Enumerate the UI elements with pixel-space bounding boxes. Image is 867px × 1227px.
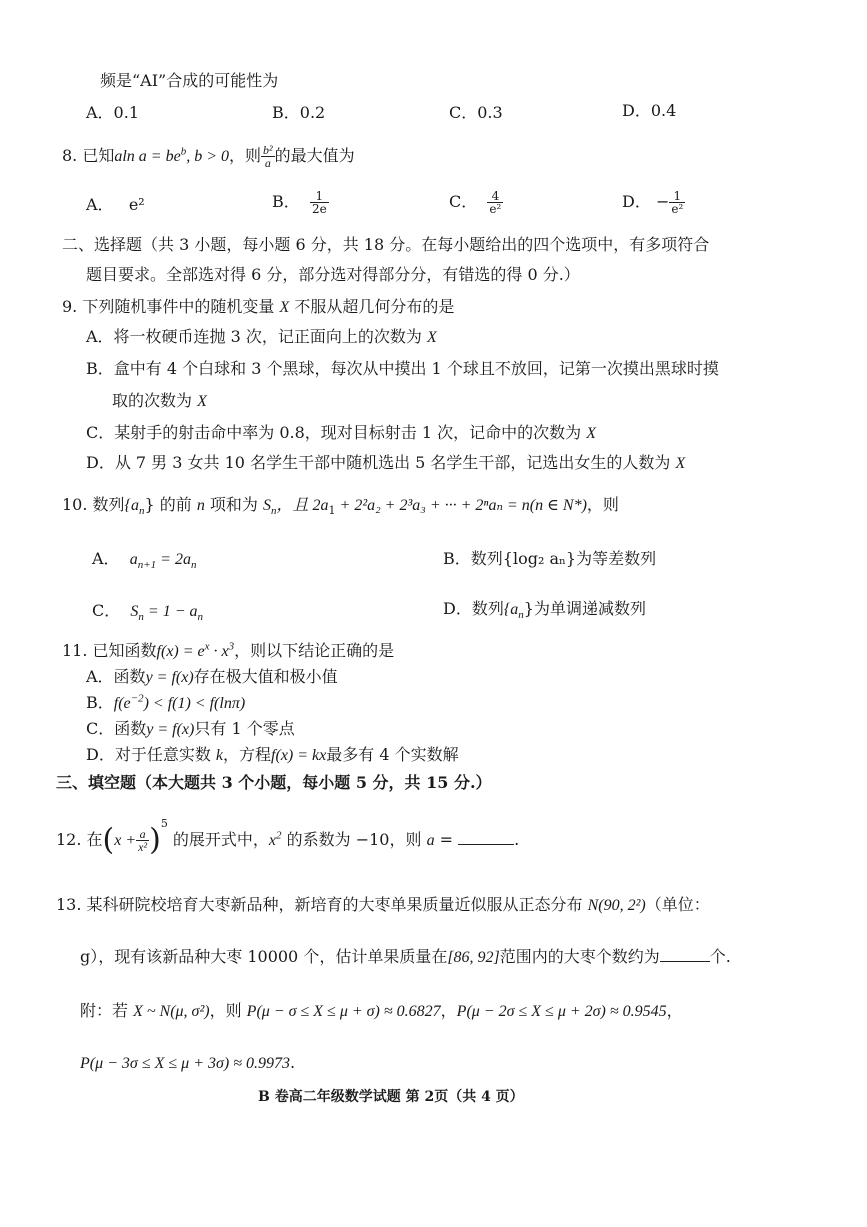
q13-line1: 13. 某科研院校培育大枣新品种，新培育的大枣单果质量近似服从正态分布 N(90, 2²)（单位： bbox=[56, 895, 710, 914]
q8-option-d: D． − $\frac{1}{\text{e²}}$ bbox=[622, 189, 684, 216]
q9-option-c: C．某射手的射击命中率为 0.8，现对目标射击 1 次，记命中的次数为 X bbox=[86, 423, 596, 442]
q7-option-d: D．0.4 bbox=[622, 101, 677, 120]
q9-stem: 9. 下列随机事件中的随机变量 X 不服从超几何分布的是 bbox=[62, 297, 455, 316]
q7-option-a: A．0.1 bbox=[86, 103, 140, 122]
page-footer: B 卷高二年级数学试题 第 2页（共 4 页） bbox=[258, 1089, 524, 1105]
q10-option-b: B．数列{log₂ aₙ}为等差数列 bbox=[443, 549, 657, 568]
q10-option-c: C． $S_n = 1 - a_n$ bbox=[92, 601, 204, 624]
q9-option-b-line1: B．盒中有 4 个白球和 3 个黑球，每次从中摸出 1 个球且不放回，记第一次摸出黑球时摸 bbox=[86, 359, 719, 378]
q10-option-d: D．数列$\{a_n\}$为单调递减数列 bbox=[443, 599, 646, 622]
q7-tail: 频是“AI”合成的可能性为 bbox=[100, 71, 279, 90]
section3-heading: 三、填空题（本大题共 3 个小题，每小题 5 分，共 15 分.） bbox=[56, 773, 492, 792]
q11-stem: 11. 已知函数$f(x) = e^x \cdot x^3$，则以下结论正确的是 bbox=[62, 640, 395, 660]
q11-option-b: B．$f(e^{-2}) < f(1) < f(\ln\pi)$ bbox=[86, 692, 246, 712]
q8-suffix: 的最大值为 bbox=[274, 146, 355, 165]
q8-stem bbox=[62, 144, 355, 169]
q8-fraction: $\frac{\text{b²}}{a}$ bbox=[263, 143, 273, 170]
section2-heading-line2: 题目要求。全部选对得 6 分，部分选对得部分分，有错选的得 0 分.） bbox=[86, 265, 580, 284]
q13-line3: 附：若 X ~ N(μ, σ²)，则 P(μ − σ ≤ X ≤ μ + σ) ≈ 0.6827，P(μ − 2σ ≤ X ≤ μ + 2σ) ≈ 0.9545， bbox=[80, 1001, 683, 1020]
q11-option-c: C．函数y = f(x)只有 1 个零点 bbox=[86, 719, 295, 738]
q8-option-b: B． $\frac{1}{2e}$ bbox=[272, 189, 327, 216]
q12-answer-blank[interactable] bbox=[458, 830, 514, 845]
q7-option-b: B．0.2 bbox=[272, 103, 326, 122]
q12-stem: 12. 在(x + $\frac{a}{\text{x²}}$ )$^5$ 的展开式中，$x^2$ 的系数为 −10，则 a = . bbox=[56, 817, 520, 858]
q10-option-a: A． $a_{n+1} = 2a_n$ bbox=[92, 549, 197, 572]
q11-option-d: D．对于任意实数 k，方程f(x) = kx最多有 4 个实数解 bbox=[86, 745, 459, 764]
q8-option-c: C． $\frac{4}{\text{e²}}$ bbox=[449, 189, 502, 216]
q9-option-b-line2: 取的次数为 X bbox=[112, 391, 207, 410]
q8-option-a: A． e² bbox=[86, 195, 145, 214]
q8-mid: ，则 bbox=[229, 146, 262, 165]
q8-condition: aln $a = be^b$, b > 0 bbox=[114, 145, 229, 165]
q7-option-c: C．0.3 bbox=[449, 103, 503, 122]
q9-option-a: A．将一枚硬币连抛 3 次，记正面向上的次数为 X bbox=[86, 327, 437, 346]
q8-prefix: 8. 已知 bbox=[62, 146, 115, 165]
section2-heading-line1: 二、选择题（共 3 小题，每小题 6 分，共 18 分。在每小题给出的四个选项中，有多项符合 bbox=[62, 235, 710, 254]
q13-line2: g），现有该新品种大枣 10000 个，估计单果质量在[86, 92]范围内的大枣个数约为 个. bbox=[80, 947, 731, 966]
q9-option-d: D．从 7 男 3 女共 10 名学生干部中随机选出 5 名学生干部，记选出女生的人数为 X bbox=[86, 453, 686, 472]
q13-answer-blank[interactable] bbox=[660, 947, 710, 962]
q10-stem: 10. 数列$\{a_n\}$ 的前 n 项和为 $S_n$，且 $2a_1 + 2^2a_2 + 2^3a_3$ + ··· + 2ⁿaₙ = n(n ∈ N*)，则 bbox=[62, 495, 619, 518]
q13-line4: P(μ − 3σ ≤ X ≤ μ + 3σ) ≈ 0.9973. bbox=[80, 1053, 296, 1072]
q11-option-a: A．函数y = f(x)存在极大值和极小值 bbox=[86, 667, 338, 686]
